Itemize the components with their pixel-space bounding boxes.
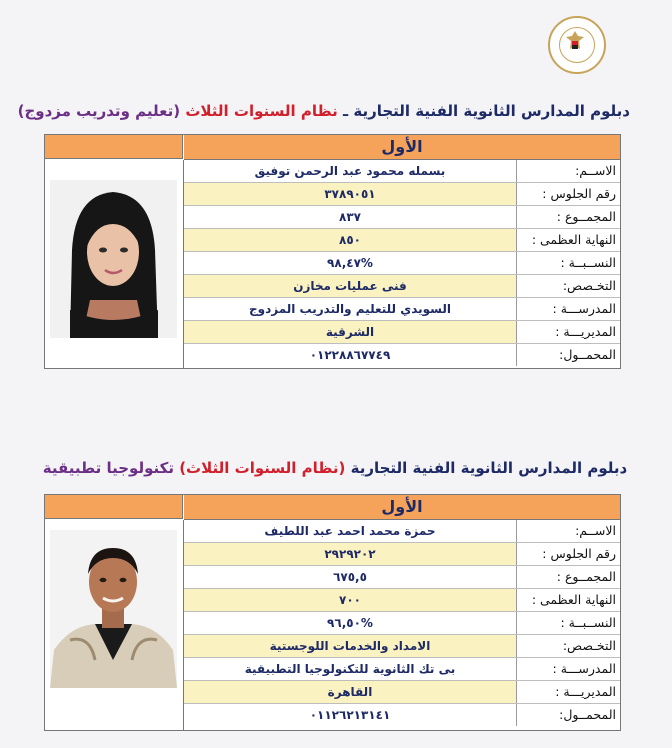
section-1-title-main: دبلوم المدارس الثانوية الفنية التجارية ـ: [343, 102, 630, 120]
row-total: [184, 206, 620, 229]
row-mobile: [184, 344, 620, 366]
row-total: [184, 566, 620, 589]
school-value: السويدي للتعليم والتدريب المزدوج: [184, 298, 517, 320]
row-specialization: [184, 635, 620, 658]
student-card-2: [44, 494, 621, 731]
name-value: حمزة محمد احمد عبد اللطيف: [184, 520, 517, 542]
eagle-emblem-icon: [564, 29, 586, 57]
total-value: ٨٣٧: [184, 206, 517, 228]
mobile-label: المحمــول:: [559, 707, 616, 722]
row-seat-number: [184, 543, 620, 566]
specialization-label: التخـصص:: [562, 638, 616, 653]
row-directorate: [184, 321, 620, 344]
section-2-title: [40, 459, 630, 477]
student-photo: [50, 530, 177, 688]
total-label: المجمــوع :: [556, 209, 616, 224]
row-seat-number: [184, 183, 620, 206]
percentage-label: النســبــة :: [560, 615, 616, 630]
percentage-value: %٩٦,٥٠: [184, 612, 517, 634]
school-value: بى تك الثانوية للتكنولوجيا التطبيقية: [184, 658, 517, 680]
school-label: المدرســـة :: [552, 661, 616, 676]
student-card-1: [44, 134, 621, 369]
section-1-title: [17, 102, 630, 120]
mobile-value: ٠١٢٢٨٨٦٧٧٤٩: [184, 344, 517, 366]
rank-header: الأول: [184, 495, 620, 520]
section-2-title-system: (نظام السنوات الثلاث): [179, 459, 346, 477]
row-school: [184, 298, 620, 321]
row-specialization: [184, 275, 620, 298]
max-score-label: النهاية العظمى :: [531, 592, 616, 607]
directorate-label: المديريـــة :: [555, 324, 616, 339]
mobile-value: ٠١١٢٦٢١٣١٤١: [184, 704, 517, 726]
row-max-score: [184, 229, 620, 252]
student-photo: [50, 180, 177, 338]
section-1-title-track: (تعليم وتدريب مزدوج): [17, 102, 181, 120]
row-directorate: [184, 681, 620, 704]
seat-number-value: ٣٧٨٩٠٥١: [184, 183, 517, 205]
ministry-logo: [548, 16, 606, 74]
specialization-label: التخـصص:: [562, 278, 616, 293]
row-name: [184, 520, 620, 543]
row-name: [184, 160, 620, 183]
row-max-score: [184, 589, 620, 612]
percentage-value: %٩٨,٤٧: [184, 252, 517, 274]
section-2-title-track: تكنولوجيا تطبيقية: [42, 459, 174, 477]
row-mobile: [184, 704, 620, 726]
directorate-value: القاهرة: [184, 681, 517, 703]
seat-number-value: ٢٩٢٩٢٠٢: [184, 543, 517, 565]
max-score-value: ٨٥٠: [184, 229, 517, 251]
directorate-label: المديريـــة :: [555, 684, 616, 699]
rank-header: الأول: [184, 135, 620, 160]
name-label: الاســم:: [575, 163, 616, 178]
max-score-label: النهاية العظمى :: [531, 232, 616, 247]
specialization-value: فنى عمليات مخازن: [184, 275, 517, 297]
row-school: [184, 658, 620, 681]
directorate-value: الشرقية: [184, 321, 517, 343]
specialization-value: الامداد والخدمات اللوجستية: [184, 635, 517, 657]
percentage-label: النســبــة :: [560, 255, 616, 270]
max-score-value: ٧٠٠: [184, 589, 517, 611]
name-label: الاســم:: [575, 523, 616, 538]
row-percentage: [184, 612, 620, 635]
section-1-title-system: نظام السنوات الثلاث: [185, 102, 338, 120]
school-label: المدرســـة :: [552, 301, 616, 316]
row-percentage: [184, 252, 620, 275]
section-2-title-main: دبلوم المدارس الثانوية الفنية التجارية: [350, 459, 628, 477]
seat-number-label: رقم الجلوس :: [542, 546, 616, 561]
total-label: المجمــوع :: [556, 569, 616, 584]
seat-number-label: رقم الجلوس :: [542, 186, 616, 201]
name-value: بسمله محمود عبد الرحمن توفيق: [184, 160, 517, 182]
mobile-label: المحمــول:: [559, 347, 616, 362]
total-value: ٦٧٥,٥: [184, 566, 517, 588]
